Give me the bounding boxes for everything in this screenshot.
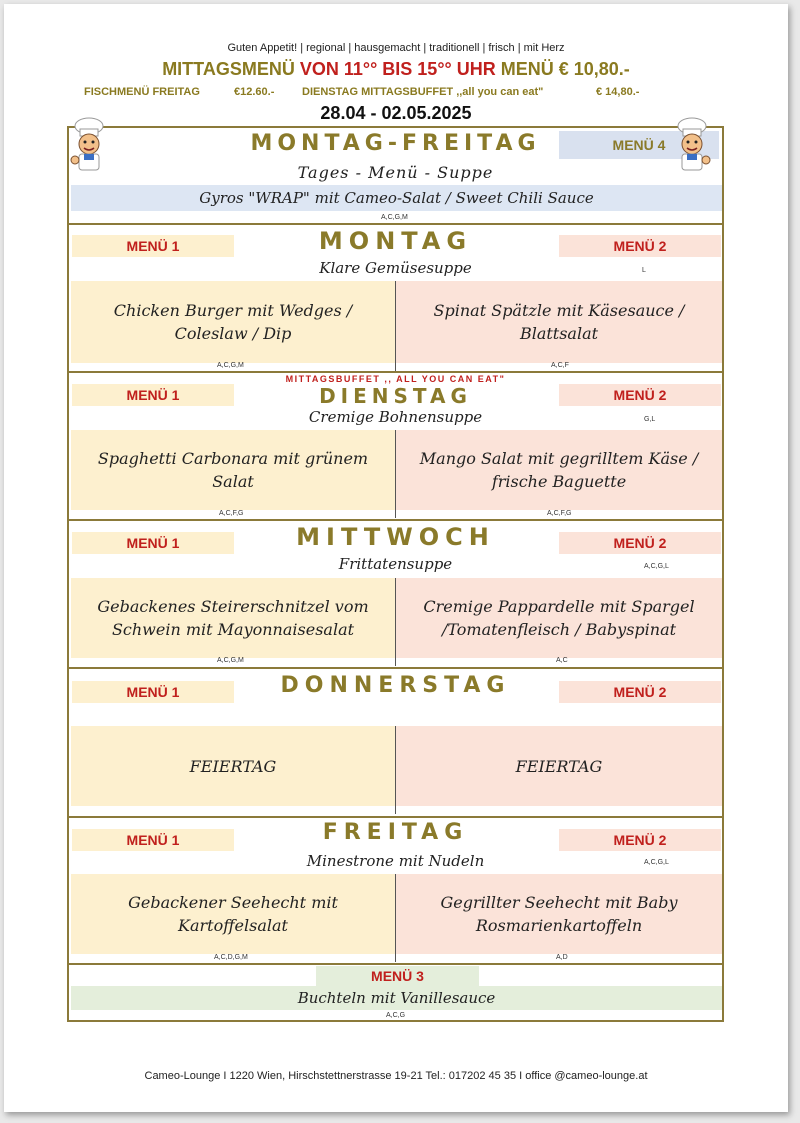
wednesday-menu2-label: MENÜ 2 bbox=[559, 532, 721, 554]
tuesday-menu2-label: MENÜ 2 bbox=[559, 384, 721, 406]
weekly-header bbox=[69, 128, 722, 160]
tuesday-menu1-label: MENÜ 1 bbox=[72, 384, 234, 406]
weekly-title: MONTAG-FREITAG bbox=[250, 131, 541, 156]
thursday-dish-2: FEIERTAG bbox=[396, 726, 722, 806]
friday-dish-2: Gegrillter Seehecht mit Baby Rosmarienkartoffeln bbox=[396, 874, 722, 954]
friday-menu2-label: MENÜ 2 bbox=[559, 829, 721, 851]
tuesday-soup: Cremige Bohnensuppe bbox=[308, 408, 483, 426]
buffet-label: DIENSTAG MITTAGSBUFFET ,,all you can eat" bbox=[302, 86, 544, 98]
menu4-label: MENÜ 4 bbox=[559, 131, 719, 159]
divider bbox=[69, 816, 722, 818]
tuesday-dish2-allergens: A,C,F,G bbox=[547, 510, 572, 517]
column-divider bbox=[395, 578, 396, 666]
tuesday-dish-2: Mango Salat mit gegrilltem Käse / frische Baguette bbox=[396, 430, 722, 510]
monday-menu1-label: MENÜ 1 bbox=[72, 235, 234, 257]
buffet-banner: MITTAGSBUFFET ,, ALL YOU CAN EAT" bbox=[285, 374, 506, 384]
wednesday-menu1-label: MENÜ 1 bbox=[72, 532, 234, 554]
date-range: 28.04 - 02.05.2025 bbox=[320, 103, 472, 123]
tuesday-dish-1: Spaghetti Carbonara mit grünem Salat bbox=[71, 430, 395, 510]
menu-title bbox=[4, 59, 788, 80]
thursday-menu2-label: MENÜ 2 bbox=[559, 681, 721, 703]
menu3-dish: Buchteln mit Vanillesauce bbox=[71, 986, 722, 1010]
wednesday-soup: Frittatensuppe bbox=[338, 555, 453, 573]
monday-soup-allergens: L bbox=[642, 267, 646, 274]
monday-menu2-label: MENÜ 2 bbox=[559, 235, 721, 257]
menu3-label: MENÜ 3 bbox=[316, 966, 479, 986]
column-divider bbox=[395, 430, 396, 518]
monday-dish-1: Chicken Burger mit Wedges / Coleslaw / Dip bbox=[71, 281, 395, 363]
thursday-menu1-label: MENÜ 1 bbox=[72, 681, 234, 703]
wednesday-dish1-allergens: A,C,G,M bbox=[217, 657, 244, 664]
fish-menu-label: FISCHMENÜ FREITAG bbox=[84, 86, 200, 98]
menu-table bbox=[67, 126, 724, 1022]
wednesday-dish-2: Cremige Pappardelle mit Spargel /Tomatenfleisch / Babyspinat bbox=[396, 578, 722, 658]
divider bbox=[69, 963, 722, 965]
title-part-3: MENÜ € 10,80.- bbox=[500, 59, 630, 79]
monday-title: MONTAG bbox=[318, 227, 473, 255]
divider bbox=[69, 371, 722, 373]
friday-dish2-allergens: A,D bbox=[556, 954, 568, 961]
column-divider bbox=[395, 726, 396, 814]
menu3-allergens: A,C,G bbox=[386, 1012, 406, 1019]
divider bbox=[69, 519, 722, 521]
chef-left-icon bbox=[67, 116, 113, 174]
friday-soup-allergens: A,C,G,L bbox=[644, 859, 669, 866]
wednesday-soup-allergens: A,C,G,L bbox=[644, 563, 669, 570]
monday-dish-2: Spinat Spätzle mit Käsesauce / Blattsalat bbox=[396, 281, 722, 363]
footer-address: Cameo-Lounge I 1220 Wien, Hirschstettnerstrasse 19-21 Tel.: 017202 45 35 I office @cameo-lounge.at bbox=[144, 1070, 648, 1082]
tuesday-soup-allergens: G,L bbox=[644, 416, 656, 423]
buffet-price: € 14,80.- bbox=[596, 86, 640, 98]
column-divider bbox=[395, 281, 396, 371]
chef-right-icon bbox=[668, 116, 714, 174]
friday-soup: Minestrone mit Nudeln bbox=[306, 852, 485, 870]
title-part-2: VON 11°° BIS 15°° UHR bbox=[299, 59, 496, 79]
wednesday-dish2-allergens: A,C bbox=[556, 657, 568, 664]
menu-page bbox=[4, 4, 788, 1112]
weekly-subtitle: Tages - Menü - Suppe bbox=[297, 163, 494, 182]
thursday-dish-1: FEIERTAG bbox=[71, 726, 395, 806]
divider bbox=[69, 667, 722, 669]
title-part-1: MITTAGSMENÜ bbox=[162, 59, 295, 79]
weekly-dish: Gyros "WRAP" mit Cameo-Salat / Sweet Chili Sauce bbox=[71, 185, 722, 211]
friday-title: FREITAG bbox=[322, 820, 469, 845]
wednesday-dish-1: Gebackenes Steirerschnitzel vom Schwein mit Mayonnaisesalat bbox=[71, 578, 395, 658]
monday-dish2-allergens: A,C,F bbox=[551, 362, 569, 369]
friday-dish1-allergens: A,C,D,G,M bbox=[214, 954, 248, 961]
monday-soup: Klare Gemüsesuppe bbox=[319, 259, 472, 277]
tuesday-dish1-allergens: A,C,F,G bbox=[219, 510, 244, 517]
column-divider bbox=[395, 874, 396, 962]
fish-menu-price: €12.60.- bbox=[234, 86, 275, 98]
weekly-allergens: A,C,G,M bbox=[381, 214, 408, 221]
friday-menu1-label: MENÜ 1 bbox=[72, 829, 234, 851]
divider bbox=[69, 223, 722, 225]
tuesday-title: DIENSTAG bbox=[319, 384, 472, 408]
friday-dish-1: Gebackener Seehecht mit Kartoffelsalat bbox=[71, 874, 395, 954]
tagline: Guten Appetit! | regional | hausgemacht | traditionell | frisch | mit Herz bbox=[227, 42, 565, 54]
monday-dish1-allergens: A,C,G,M bbox=[217, 362, 244, 369]
thursday-title: DONNERSTAG bbox=[280, 673, 511, 698]
wednesday-title: MITTWOCH bbox=[296, 523, 495, 551]
